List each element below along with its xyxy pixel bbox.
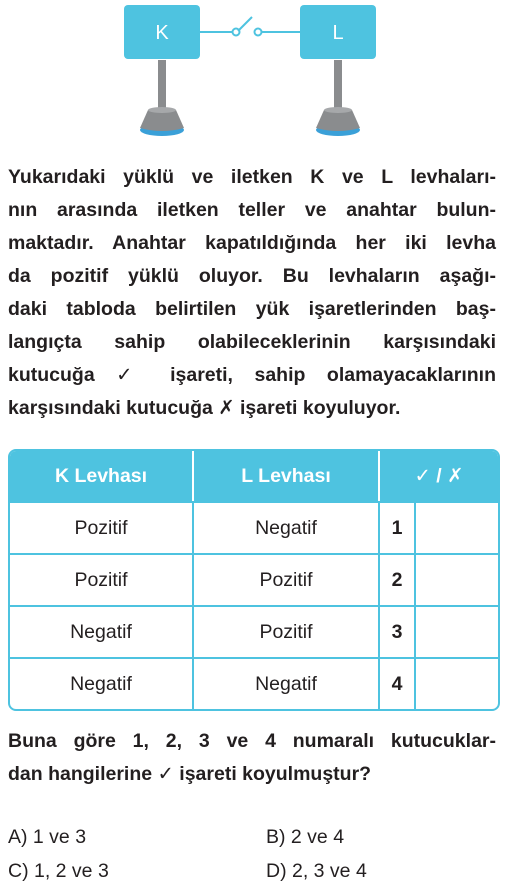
stand-l-rod [334,60,342,112]
question-paragraph [8,161,496,425]
option-a[interactable]: A) 1 ve 3 [8,826,87,848]
cell-box-number: 2 [380,553,416,605]
prompt-line: dan hangilerine ✓ işareti koyulmuştur? [8,763,372,785]
stand-l-base [316,110,360,131]
stand-k-base-top [148,107,176,113]
prompt-line: Buna göre 1, 2, 3 ve 4 numaralı kutucuklar- [8,730,496,752]
cell-mark-box[interactable] [416,605,498,657]
question-line: daki tabloda belirtilen yük işaretlerinden baş- [8,298,496,320]
option-d[interactable]: D) 2, 3 ve 4 [266,860,367,882]
plate-k-label: K [155,22,169,44]
cell-box-number: 4 [380,657,416,709]
charge-table [8,449,500,711]
table-row [10,605,498,657]
cell-k-charge: Negatif [10,605,194,657]
table-header-row [10,451,498,501]
question-line: nın arasında iletken teller ve anahtar bulun- [8,199,496,221]
cell-l-charge: Pozitif [194,553,380,605]
cell-k-charge: Pozitif [10,553,194,605]
question-line: karşısındaki kutucuğa ✗ işareti koyuluyor. [8,397,401,419]
header-l-plate: L Levhası [194,451,380,501]
cell-mark-box[interactable] [416,657,498,709]
plate-l-label: L [332,22,344,44]
cell-mark-box[interactable] [416,501,498,553]
table-row [10,657,498,709]
cell-box-number: 1 [380,501,416,553]
switch-right-contact [255,29,262,36]
stand-k-rod [158,60,166,112]
header-k-plate: K Levhası [10,451,194,501]
table-row [10,553,498,605]
question-line: da pozitif yüklü oluyor. Bu levhaların aşağı- [8,265,496,287]
cell-mark-box[interactable] [416,553,498,605]
cell-l-charge: Negatif [194,657,380,709]
header-mark: ✓ / ✗ [380,451,498,501]
switch-lever [238,17,252,31]
cell-k-charge: Pozitif [10,501,194,553]
question-line: Yukarıdaki yüklü ve iletken K ve L levhaları- [8,166,496,188]
question-line: maktadır. Anahtar kapatıldığında her iki levha [8,232,496,254]
charged-plates-diagram [0,0,510,150]
prompt-paragraph [8,725,496,791]
stand-l-base-top [324,107,352,113]
cell-l-charge: Pozitif [194,605,380,657]
cell-k-charge: Negatif [10,657,194,709]
table-row [10,501,498,553]
option-b[interactable]: B) 2 ve 4 [266,826,345,848]
question-line: langıçta sahip olabileceklerinin karşısındaki [8,331,496,353]
stand-k-base [140,110,184,131]
question-line: kutucuğa ✓ işareti, sahip olamayacaklarının [8,364,496,386]
cell-box-number: 3 [380,605,416,657]
option-c[interactable]: C) 1, 2 ve 3 [8,860,109,882]
cell-l-charge: Negatif [194,501,380,553]
